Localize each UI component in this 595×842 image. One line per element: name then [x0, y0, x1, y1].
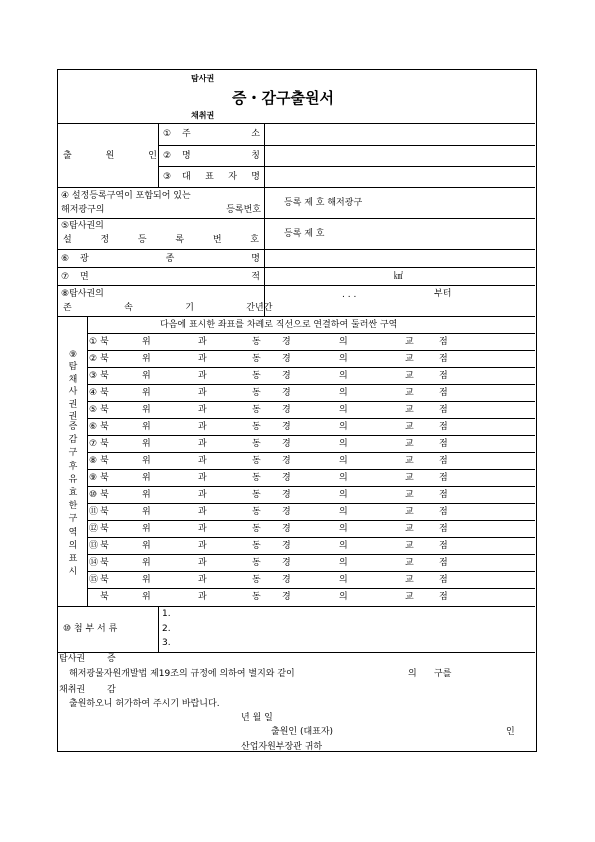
- coord-row-label: 동: [252, 592, 261, 602]
- coord-row-label: 북: [100, 490, 109, 500]
- coord-row-label: 과: [198, 405, 207, 415]
- coord-row-label: 경: [282, 507, 291, 517]
- footer-seal: 인: [506, 727, 515, 737]
- coord-row-label: 위: [142, 473, 151, 483]
- coord-row-label: 교: [405, 354, 414, 364]
- divider: [58, 652, 535, 653]
- coord-row-label: 경: [282, 592, 291, 602]
- header-top-label: 탐사권: [191, 74, 215, 83]
- attachment-item-2[interactable]: 2.: [162, 624, 171, 634]
- coord-row-label: 과: [198, 388, 207, 398]
- attachment-item-3[interactable]: 3.: [162, 638, 171, 648]
- coords-side-bottom: 증 감 구 후 유 효 한 구 역 의 표 시: [68, 422, 78, 578]
- coord-row-label: 위: [142, 490, 151, 500]
- divider: [87, 401, 535, 402]
- coord-row-label: 과: [198, 337, 207, 347]
- row5-label-line1: ⑤탐사권의: [61, 221, 104, 231]
- coord-row-label: 북: [100, 337, 109, 347]
- coord-row-label: 경: [282, 456, 291, 466]
- coord-row-num: ⑧: [89, 456, 98, 466]
- coord-row-label: 의: [339, 541, 348, 551]
- coord-row-label: 교: [405, 558, 414, 568]
- row5-value[interactable]: 등록 제 호: [284, 229, 325, 239]
- coord-row-label: 북: [100, 473, 109, 483]
- footer-applicant: 출원인 (대표자): [271, 727, 334, 737]
- coord-row-label: 위: [142, 524, 151, 534]
- coord-row-label: 의: [339, 439, 348, 449]
- coord-row-label: 북: [100, 575, 109, 585]
- coord-row-label: 과: [198, 439, 207, 449]
- divider: [87, 554, 535, 555]
- coord-row-label: 점: [439, 405, 448, 415]
- row5-label-line2: 설 정 등 록 번 호: [63, 235, 259, 245]
- coord-row-label: 교: [405, 388, 414, 398]
- coord-row-label: 북: [100, 388, 109, 398]
- divider: [87, 503, 535, 504]
- coord-row-label: 교: [405, 524, 414, 534]
- coord-row-label: 위: [142, 388, 151, 398]
- applicant-group-label: 출 원 인: [63, 151, 157, 161]
- row8-label-line1: ⑧탐사권의: [61, 289, 104, 299]
- coord-row-label: 위: [142, 592, 151, 602]
- row7-label: 면 적: [80, 272, 260, 282]
- footer-date[interactable]: 년 월 일: [241, 713, 273, 723]
- coord-row-label: 의: [339, 337, 348, 347]
- application-form: [57, 69, 537, 752]
- divider: [158, 606, 159, 652]
- divider: [87, 571, 535, 572]
- coord-row-label: 경: [282, 439, 291, 449]
- row6-num: ⑥: [61, 254, 70, 264]
- row4-label-line1: ④ 설정등록구역이 포함되어 있는: [61, 191, 191, 201]
- coord-row-label: 경: [282, 558, 291, 568]
- page-title: 증・감구출원서: [232, 89, 334, 107]
- coord-row-label: 과: [198, 592, 207, 602]
- coord-row-label: 과: [198, 456, 207, 466]
- address-label: 주 소: [182, 129, 260, 139]
- coord-row-label: 북: [100, 456, 109, 466]
- coord-row-label: 북: [100, 354, 109, 364]
- row6-label: 광 종 명: [80, 254, 260, 264]
- coord-row-label: 점: [439, 558, 448, 568]
- coord-row-label: 위: [142, 439, 151, 449]
- divider: [87, 588, 535, 589]
- coord-row-label: 위: [142, 541, 151, 551]
- divider: [58, 187, 535, 188]
- from-label: 부터: [434, 289, 452, 299]
- coord-row-label: 의: [339, 592, 348, 602]
- coord-row-label: 동: [252, 371, 261, 381]
- row8-label-line2: 존 속 기 간: [63, 303, 255, 313]
- divider: [87, 537, 535, 538]
- divider: [87, 435, 535, 436]
- coord-row-num: ③: [89, 371, 98, 381]
- footer-top-suffix: 증: [107, 654, 116, 664]
- divider: [58, 267, 535, 268]
- coord-row-label: 의: [339, 575, 348, 585]
- attachments-label: ⑩ 첨 부 서 류: [63, 624, 118, 634]
- coord-row-label: 동: [252, 354, 261, 364]
- coord-row-label: 위: [142, 371, 151, 381]
- coord-row-label: 경: [282, 337, 291, 347]
- rep-num: ③: [163, 172, 172, 182]
- coord-row-label: 과: [198, 524, 207, 534]
- coord-row-label: 의: [339, 456, 348, 466]
- coord-row-label: 의: [339, 507, 348, 517]
- coord-row-label: 의: [339, 558, 348, 568]
- coord-row-label: 교: [405, 456, 414, 466]
- coord-row-num: ⑬: [89, 541, 99, 551]
- coord-row-label: 교: [405, 592, 414, 602]
- coord-row-label: 의: [339, 388, 348, 398]
- coord-row-label: 동: [252, 524, 261, 534]
- coord-row-label: 동: [252, 490, 261, 500]
- row7-num: ⑦: [61, 272, 70, 282]
- divider: [87, 333, 535, 334]
- coord-row-label: 점: [439, 541, 448, 551]
- coords-heading: 다음에 표시한 좌표를 차례로 직선으로 연결하여 둘러싼 구역: [160, 320, 398, 330]
- coord-row-label: 교: [405, 337, 414, 347]
- divider: [58, 123, 535, 124]
- coord-row-num: ④: [89, 388, 98, 398]
- coord-row-label: 교: [405, 473, 414, 483]
- coord-row-label: 점: [439, 473, 448, 483]
- coord-row-label: 점: [439, 524, 448, 534]
- footer-line1: 해저광물자원개발법 제19조의 규정에 의하여 별지와 같이: [69, 669, 295, 679]
- divider: [58, 218, 535, 219]
- coord-row-label: 교: [405, 422, 414, 432]
- coord-row-label: 의: [339, 405, 348, 415]
- coord-row-label: 북: [100, 524, 109, 534]
- coord-row-label: 북: [100, 439, 109, 449]
- coord-row-label: 경: [282, 371, 291, 381]
- divider: [87, 486, 535, 487]
- coord-row-label: 위: [142, 422, 151, 432]
- coord-row-label: 점: [439, 388, 448, 398]
- divider: [158, 145, 535, 146]
- divider: [87, 452, 535, 453]
- coord-row-label: 경: [282, 490, 291, 500]
- coord-row-label: 의: [339, 422, 348, 432]
- coord-row-num: ⑨: [89, 473, 98, 483]
- coord-row-label: 위: [142, 507, 151, 517]
- coord-row-label: 점: [439, 592, 448, 602]
- coord-row-label: 북: [100, 422, 109, 432]
- coord-row-num: ⑥: [89, 422, 98, 432]
- coord-row-label: 과: [198, 541, 207, 551]
- divider: [87, 469, 535, 470]
- coord-row-label: 교: [405, 507, 414, 517]
- coord-row-label: 교: [405, 490, 414, 500]
- coord-row-label: 의: [339, 354, 348, 364]
- coord-row-num: ②: [89, 354, 98, 364]
- coord-row-label: 교: [405, 575, 414, 585]
- divider: [158, 123, 159, 187]
- divider: [87, 316, 88, 606]
- footer-bottom-label: 채취권: [59, 685, 86, 695]
- divider: [264, 123, 265, 316]
- coord-row-label: 동: [252, 541, 261, 551]
- coord-row-label: 북: [100, 558, 109, 568]
- coord-row-label: 위: [142, 575, 151, 585]
- coord-row-num: ⑫: [89, 524, 99, 534]
- coord-row-label: 과: [198, 473, 207, 483]
- coord-row-label: 과: [198, 371, 207, 381]
- divider: [87, 384, 535, 385]
- coord-row-label: 점: [439, 337, 448, 347]
- coord-row-label: 점: [439, 490, 448, 500]
- coord-row-label: 교: [405, 439, 414, 449]
- coord-row-label: 경: [282, 575, 291, 585]
- name-num: ②: [163, 151, 172, 161]
- coord-row-label: 동: [252, 473, 261, 483]
- footer-line1-end: 구를: [434, 669, 452, 679]
- divider: [58, 606, 535, 607]
- rep-label: 대 표 자 명: [182, 172, 260, 182]
- footer-recipient: 산업자원부장관 귀하: [241, 742, 323, 752]
- coord-row-label: 북: [100, 541, 109, 551]
- coord-row-label: 위: [142, 337, 151, 347]
- coord-row-label: 점: [439, 575, 448, 585]
- coord-row-label: 동: [252, 388, 261, 398]
- coord-row-label: 과: [198, 507, 207, 517]
- coord-row-num: ⑮: [89, 575, 99, 585]
- coord-row-label: 교: [405, 405, 414, 415]
- footer-bottom-suffix: 감: [107, 685, 116, 695]
- date-dots[interactable]: . . .: [342, 290, 357, 300]
- coord-row-label: 점: [439, 439, 448, 449]
- coord-row-label: 위: [142, 456, 151, 466]
- row4-label-line2: 해저광구의 등록번호: [61, 205, 261, 215]
- coord-row-num: ⑦: [89, 439, 98, 449]
- coord-row-label: 동: [252, 507, 261, 517]
- coord-row-label: 점: [439, 371, 448, 381]
- coord-row-label: 위: [142, 558, 151, 568]
- coord-row-label: 동: [252, 575, 261, 585]
- coord-row-label: 북: [100, 371, 109, 381]
- coord-row-num: ⑩: [89, 490, 98, 500]
- divider: [87, 520, 535, 521]
- coord-row-label: 북: [100, 507, 109, 517]
- coord-row-label: 동: [252, 558, 261, 568]
- coord-row-label: 경: [282, 473, 291, 483]
- row4-value[interactable]: 등록 제 호 해저광구: [284, 198, 363, 208]
- divider: [87, 350, 535, 351]
- divider: [58, 249, 535, 250]
- coord-row-num: ⑪: [89, 507, 99, 517]
- coord-row-label: 경: [282, 524, 291, 534]
- coord-row-label: 북: [100, 592, 109, 602]
- coord-row-num: ①: [89, 337, 98, 347]
- coord-row-label: 경: [282, 354, 291, 364]
- coord-row-label: 경: [282, 541, 291, 551]
- year-label: 년간: [255, 303, 273, 313]
- coord-row-label: 점: [439, 456, 448, 466]
- coord-row-label: 점: [439, 354, 448, 364]
- divider: [87, 367, 535, 368]
- coord-row-label: 동: [252, 422, 261, 432]
- coord-row-label: 경: [282, 388, 291, 398]
- area-unit: ㎢: [394, 272, 404, 282]
- coord-row-label: 동: [252, 456, 261, 466]
- coord-row-label: 동: [252, 337, 261, 347]
- coord-row-label: 점: [439, 422, 448, 432]
- footer-line2: 출원하오니 허가하여 주시기 바랍니다.: [69, 699, 220, 709]
- divider: [87, 418, 535, 419]
- coord-row-label: 동: [252, 405, 261, 415]
- divider: [158, 166, 535, 167]
- coord-row-num: ⑤: [89, 405, 98, 415]
- coord-row-label: 경: [282, 422, 291, 432]
- address-num: ①: [163, 129, 172, 139]
- attachment-item-1[interactable]: 1.: [162, 609, 171, 619]
- divider: [58, 316, 535, 317]
- coord-row-label: 위: [142, 405, 151, 415]
- coord-row-label: 과: [198, 558, 207, 568]
- coord-row-label: 과: [198, 354, 207, 364]
- coord-row-label: 교: [405, 371, 414, 381]
- coord-row-num: ⑭: [89, 558, 99, 568]
- coord-row-label: 의: [339, 371, 348, 381]
- coord-row-label: 과: [198, 490, 207, 500]
- coords-side-num: ⑨: [68, 350, 78, 360]
- name-label: 명 칭: [182, 151, 260, 161]
- footer-line1-mid: 의: [408, 669, 417, 679]
- coord-row-label: 경: [282, 405, 291, 415]
- coord-row-label: 점: [439, 507, 448, 517]
- coord-row-label: 의: [339, 473, 348, 483]
- divider: [58, 285, 535, 286]
- coord-row-label: 북: [100, 405, 109, 415]
- coord-row-label: 위: [142, 354, 151, 364]
- footer-top-label: 탐사권: [59, 654, 86, 664]
- coord-row-label: 의: [339, 524, 348, 534]
- coord-row-label: 동: [252, 439, 261, 449]
- coord-row-label: 과: [198, 422, 207, 432]
- coord-row-label: 의: [339, 490, 348, 500]
- coord-row-label: 과: [198, 575, 207, 585]
- coords-side-top: 탐 채 사 권 권: [68, 362, 78, 423]
- header-bottom-label: 채취권: [191, 111, 215, 120]
- coord-row-label: 교: [405, 541, 414, 551]
